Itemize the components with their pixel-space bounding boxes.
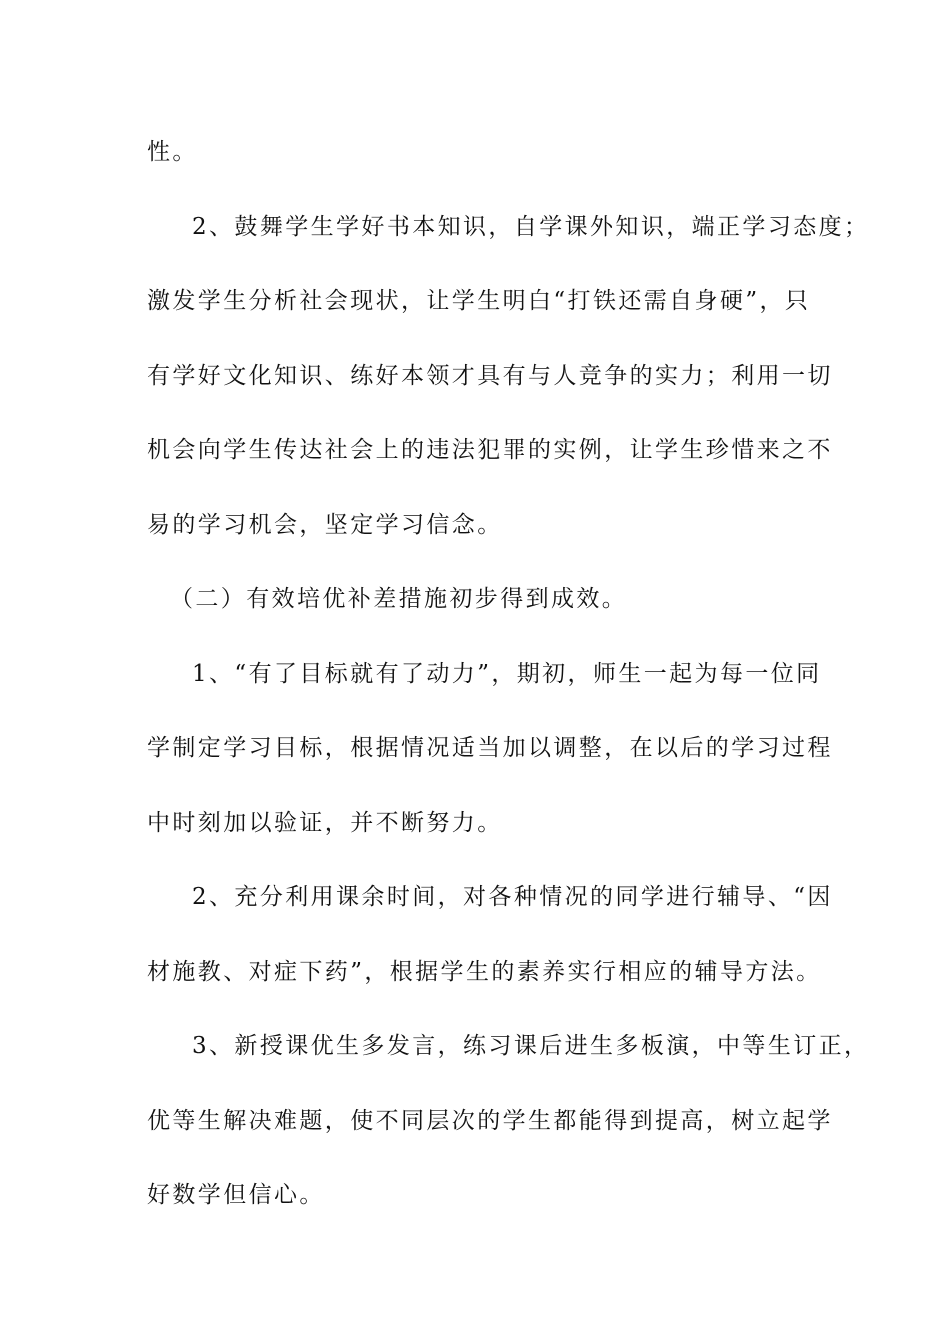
paragraph-line: 机会向学生传达社会上的违法犯罪的实例，让学生珍惜来之不 <box>147 437 833 463</box>
paragraph-line: 好数学但信心。 <box>147 1182 325 1208</box>
paragraph-line: 易的学习机会，坚定学习信念。 <box>147 512 503 538</box>
paragraph-line: 3、新授课优生多发言，练习课后进生多板演，中等生订正， <box>192 1033 870 1059</box>
paragraph-line: 材施教、对症下药”，根据学生的素养实行相应的辅导方法。 <box>147 959 822 985</box>
paragraph-line: 中时刻加以验证，并不断努力。 <box>147 810 503 836</box>
paragraph-line: 激发学生分析社会现状，让学生明白“打铁还需自身硬”，只 <box>147 288 811 314</box>
paragraph-line: 学制定学习目标，根据情况适当加以调整，在以后的学习过程 <box>147 735 833 761</box>
paragraph-line: 2、充分利用课余时间，对各种情况的同学进行辅导、“因 <box>192 884 833 910</box>
paragraph-line: 1、“有了目标就有了动力”，期初，师生一起为每一位同 <box>192 661 822 687</box>
paragraph-line: 优等生解决难题，使不同层次的学生都能得到提高，树立起学 <box>147 1108 833 1134</box>
section-heading: （二）有效培优补差措施初步得到成效。 <box>170 586 628 612</box>
paragraph-line: 性。 <box>147 139 198 165</box>
paragraph-line: 2、鼓舞学生学好书本知识，自学课外知识，端正学习态度； <box>192 214 870 240</box>
paragraph-line: 有学好文化知识、练好本领才具有与人竞争的实力；利用一切 <box>147 363 833 389</box>
